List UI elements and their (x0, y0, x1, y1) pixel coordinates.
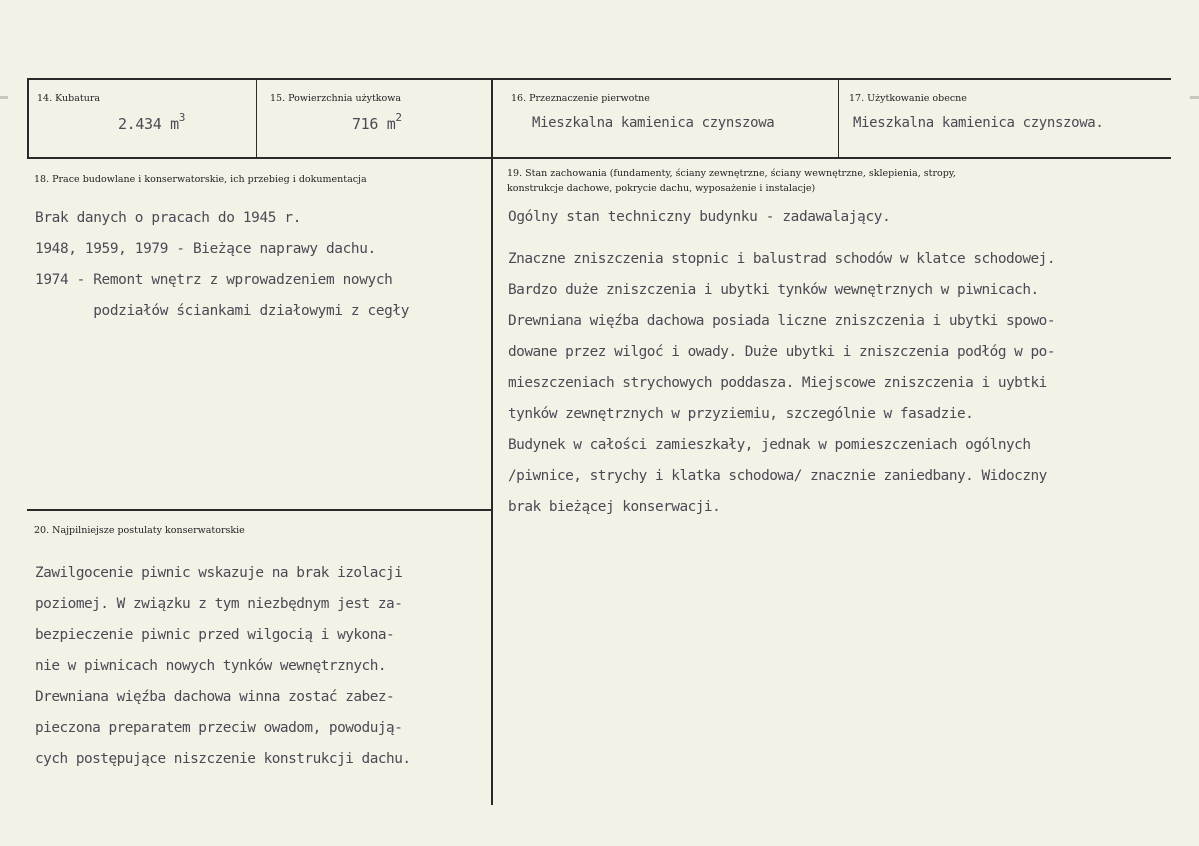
field-19-line: dowane przez wilgoć i owady. Duże ubytki i zniszczenia podłóg w po- (508, 343, 1055, 360)
field-15-value (352, 111, 402, 133)
field-20-line: nie w piwnicach nowych tynków wewnętrznych. (35, 657, 387, 674)
field-15-number: 716 m (352, 115, 396, 133)
field-19-line: Budynek w całości zamieszkały, jednak w pomieszczeniach ogólnych (508, 436, 1031, 453)
field-14-label: 14. Kubatura (37, 93, 101, 104)
field-16-label: 16. Przeznaczenie pierwotne (511, 93, 650, 104)
field-20-line: bezpieczenie piwnic przed wilgocią i wykona- (35, 626, 395, 643)
field-19-line: tynków zewnętrznych w przyziemiu, szczególnie w fasadzie. (508, 405, 974, 422)
field-19-label-line1: 19. Stan zachowania (fundamenty, ściany zewnętrzne, ściany wewnętrzne, sklepienia, stropy, (507, 168, 956, 179)
field-14-value (118, 111, 185, 133)
field-20-line: Drewniana więźba dachowa winna zostać zabez- (35, 688, 395, 705)
field-20-text (35, 550, 411, 783)
field-18-line: Brak danych o pracach do 1945 r. (35, 209, 302, 226)
field-14-exponent: 3 (178, 111, 186, 124)
field-19-line: Znaczne zniszczenia stopnic i balustrad schodów w klatce schodowej. (508, 250, 1055, 267)
field-18-line: 1974 - Remont wnętrz z wprowadzeniem nowych (35, 271, 393, 288)
field-18-label: 18. Prace budowlane i konserwatorskie, ich przebieg i dokumentacja (34, 174, 367, 185)
field-20-line: pieczona preparatem przeciw owadom, powodują- (35, 719, 403, 736)
section20-top-rule (27, 509, 492, 511)
divider-15-16 (491, 78, 493, 805)
left-edge-mark (0, 96, 8, 99)
field-19-line: Drewniana więźba dachowa posiada liczne zniszczenia i ubytki spowo- (508, 312, 1055, 329)
field-15-exponent: 2 (395, 111, 402, 124)
field-17-label: 17. Użytkowanie obecne (849, 93, 967, 104)
field-20-line: Zawilgocenie piwnic wskazuje na brak izolacji (35, 564, 403, 581)
field-15-label: 15. Powierzchnia użytkowa (270, 93, 402, 104)
field-19-line: brak bieżącej konserwacji. (508, 498, 721, 515)
field-20-line: poziomej. W związku z tym niezbędnym jest za- (35, 595, 403, 612)
field-18-line: podziałów ściankami działowymi z cegły (35, 302, 410, 319)
field-19-line: mieszczeniach strychowych poddasza. Miejscowe zniszczenia i uybtki (508, 374, 1047, 391)
field-20-label: 20. Najpilniejsze postulaty konserwatorskie (34, 525, 245, 536)
field-19-intro: Ogólny stan techniczny budynku - zadawalający. (508, 209, 891, 225)
field-18-line: 1948, 1959, 1979 - Bieżące naprawy dachu. (35, 240, 376, 257)
field-17-value: Mieszkalna kamienica czynszowa. (853, 115, 1104, 131)
field-19-label-line2: konstrukcje dachowe, pokrycie dachu, wyposażenie i instalacje) (507, 183, 816, 194)
right-edge-mark (1190, 96, 1199, 99)
field-14-number: 2.434 m (118, 115, 179, 133)
field-19-text (508, 236, 1055, 531)
divider-14-15 (256, 78, 257, 158)
field-16-value: Mieszkalna kamienica czynszowa (532, 115, 775, 131)
left-border (27, 78, 29, 158)
top-rule (27, 78, 1171, 80)
row1-bottom-rule (27, 157, 1171, 159)
field-19-line: /piwnice, strychy i klatka schodowa/ znacznie zaniedbany. Widoczny (508, 467, 1047, 484)
field-18-text (35, 195, 409, 335)
field-19-line: Bardzo duże zniszczenia i ubytki tynków wewnętrznych w piwnicach. (508, 281, 1039, 298)
field-20-line: cych postępujące niszczenie konstrukcji dachu. (35, 750, 411, 767)
divider-16-17 (838, 78, 839, 158)
